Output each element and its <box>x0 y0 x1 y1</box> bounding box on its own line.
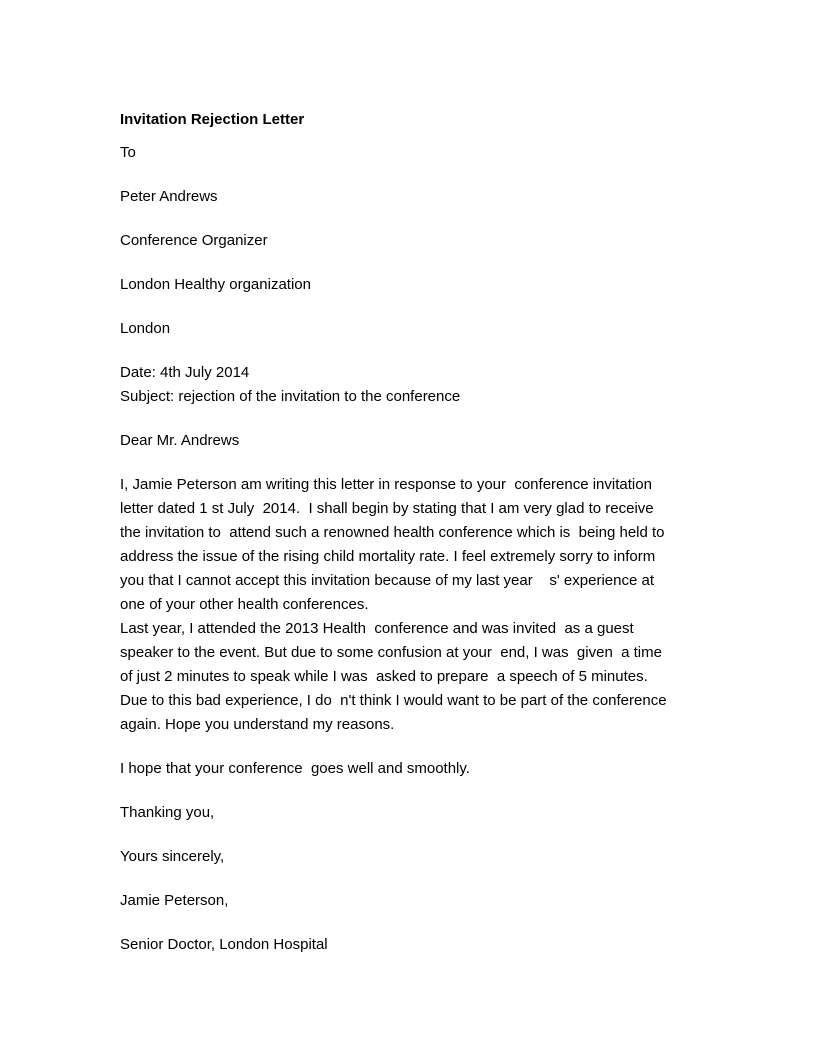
subject-line: Subject: rejection of the invitation to the conference <box>120 388 461 405</box>
body-block <box>120 473 710 737</box>
body-line: again. Hope you understand my reasons. <box>120 716 395 733</box>
body-line: the invitation to attend such a renowned health conference which is being held to <box>120 524 665 541</box>
body-line: one of your other health conferences. <box>120 596 369 613</box>
closing-remark: I hope that your conference goes well and smoothly. <box>120 760 470 777</box>
body-line: Due to this bad experience, I do n't think I would want to be part of the conference <box>120 692 667 709</box>
recipient-name: Peter Andrews <box>120 188 218 205</box>
signature-name: Jamie Peterson, <box>120 892 229 909</box>
body-line: speaker to the event. But due to some confusion at your end, I was given a time <box>120 644 662 661</box>
body-line: Last year, I attended the 2013 Health conference and was invited as a guest <box>120 620 634 637</box>
body-line: I, Jamie Peterson am writing this letter in response to your conference invitation <box>120 476 652 493</box>
recipient-to: To <box>120 144 136 161</box>
body-line: of just 2 minutes to speak while I was asked to prepare a speech of 5 minutes. <box>120 668 648 685</box>
letter-title: Invitation Rejection Letter <box>120 111 305 128</box>
letter-content <box>120 108 710 977</box>
recipient-city: London <box>120 320 171 337</box>
salutation: Dear Mr. Andrews <box>120 432 240 449</box>
thanking-line: Thanking you, <box>120 804 215 821</box>
meta-block <box>120 361 710 409</box>
recipient-organization: London Healthy organization <box>120 276 311 293</box>
sign-off: Yours sincerely, <box>120 848 225 865</box>
date-line: Date: 4th July 2014 <box>120 364 250 381</box>
body-line: address the issue of the rising child mortality rate. I feel extremely sorry to inform <box>120 548 656 565</box>
recipient-role: Conference Organizer <box>120 232 268 249</box>
body-line: you that I cannot accept this invitation because of my last year s' experience at <box>120 572 654 589</box>
signature-title: Senior Doctor, London Hospital <box>120 936 328 953</box>
body-line: letter dated 1 st July 2014. I shall begin by stating that I am very glad to receive <box>120 500 654 517</box>
